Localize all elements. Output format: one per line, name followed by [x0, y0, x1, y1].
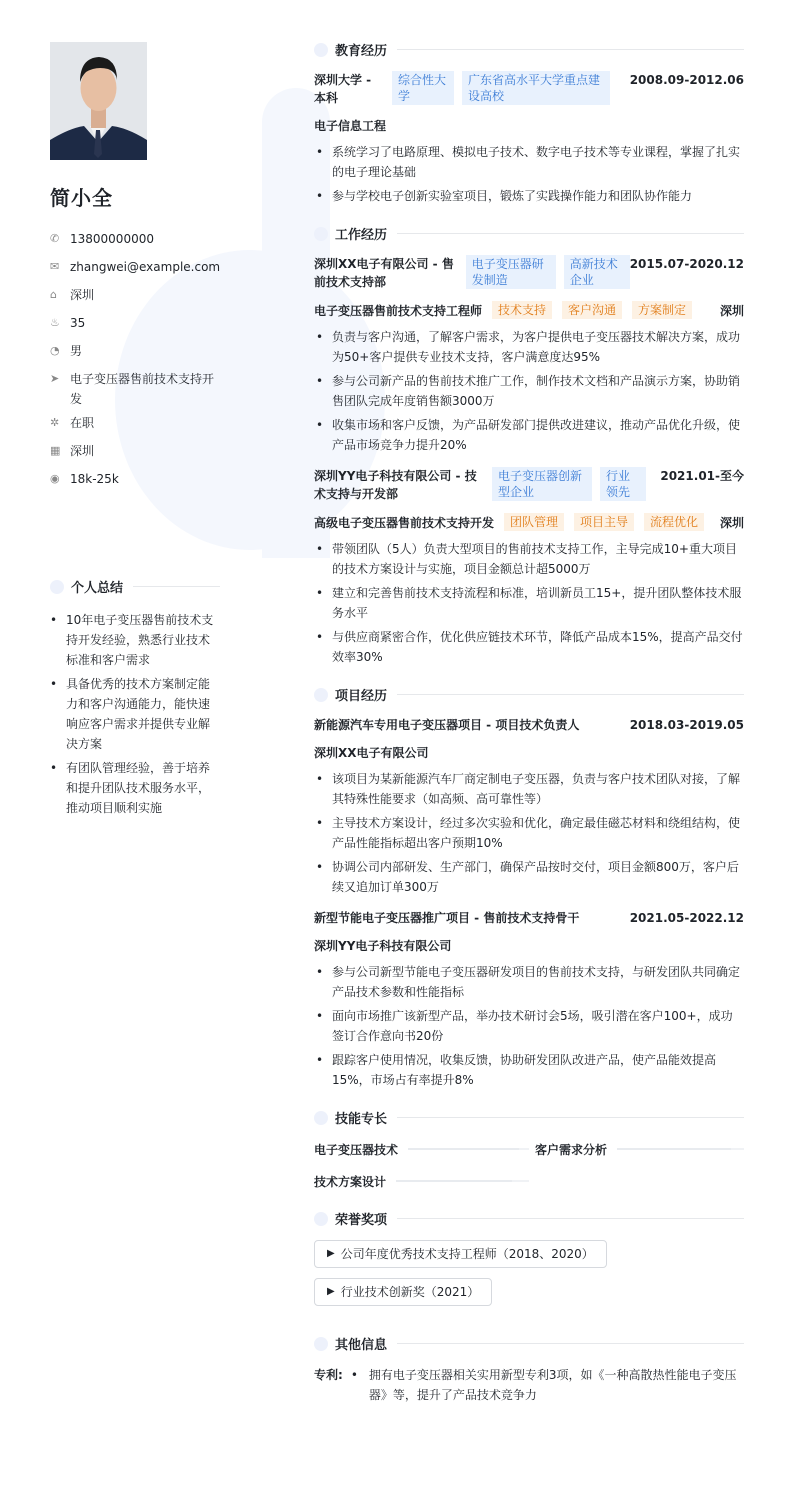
gender-icon: ◔ — [50, 344, 60, 357]
home-icon: ⌂ — [50, 288, 57, 301]
project-entry — [314, 909, 744, 1090]
skill-item — [314, 1139, 529, 1159]
skill-tag: 技术支持 — [492, 301, 552, 319]
work-section — [314, 224, 744, 667]
education-entry — [314, 71, 744, 206]
section-dot-icon — [314, 1111, 328, 1125]
divider — [397, 694, 744, 695]
bullet-item: • 主导技术方案设计，经过多次实验和优化，确定最佳磁芯材料和绕组结构，使产品性能指标超出客户预期10% — [314, 813, 744, 853]
skill-item — [314, 1171, 529, 1191]
education-heading — [314, 40, 744, 59]
triangle-right-icon: ▶ — [327, 1248, 335, 1259]
info-phone — [50, 225, 220, 253]
project-date: 2018.03-2019.05 — [629, 718, 744, 732]
patent-row — [314, 1365, 744, 1405]
award-label: 行业技术创新奖（2021） — [340, 1285, 480, 1299]
cake-icon: ♨ — [50, 316, 60, 329]
company-tag: 行业领先 — [600, 467, 646, 501]
info-salary-value: 18k-25k — [70, 472, 119, 486]
company-tag: 电子变压器创新型企业 — [492, 467, 592, 501]
section-dot-icon — [50, 580, 64, 594]
section-dot-icon — [314, 688, 328, 702]
company-tags — [466, 255, 630, 289]
company-name: 深圳XX电子有限公司 - 售前技术支持部 — [314, 257, 454, 289]
education-title: 教育经历 — [335, 44, 388, 59]
info-age — [50, 309, 220, 337]
skill-tag: 团队管理 — [504, 513, 564, 531]
triangle-right-icon: ▶ — [327, 1286, 335, 1297]
other-heading — [314, 1334, 744, 1353]
info-age-value: 35 — [70, 316, 86, 330]
company-tag: 电子变压器研发制造 — [466, 255, 556, 289]
award-label: 公司年度优秀技术支持工程师（2018、2020） — [340, 1247, 594, 1261]
company-name: 深圳YY电子科技有限公司 - 技术支持与开发部 — [314, 469, 477, 501]
job-position: 电子变压器售前技术支持工程师 — [314, 303, 483, 318]
job-city: 深圳 — [719, 303, 744, 318]
phone-icon: ✆ — [50, 232, 60, 245]
avatar — [50, 42, 147, 160]
patent-text: • 拥有电子变压器相关实用新型专利3项，如《一种高散热性能电子变压器》等，提升了产品技术竞争力 — [343, 1365, 744, 1405]
info-email — [50, 253, 220, 281]
salary-icon: ◉ — [50, 472, 60, 485]
info-gender-value: 男 — [70, 344, 83, 358]
awards-heading — [314, 1209, 744, 1228]
status-icon: ✲ — [50, 416, 60, 429]
contact-info-list — [50, 225, 220, 493]
award-item[interactable] — [314, 1240, 607, 1268]
info-salary — [50, 465, 220, 493]
project-entry — [314, 716, 744, 897]
bullet-item: • 建立和完善售前技术支持流程和标准，培训新员工15+，提升团队整体技术服务水平 — [314, 583, 744, 623]
avatar-portrait — [50, 42, 147, 160]
skill-item — [529, 1139, 744, 1159]
bullet-item: • 参与公司新型节能电子变压器研发项目的售前技术支持，与研发团队共同确定产品技术参数和性能指标 — [314, 962, 744, 1002]
education-section — [314, 40, 744, 206]
job-date: 2015.07-2020.12 — [629, 257, 744, 271]
section-dot-icon — [314, 1337, 328, 1351]
skills-grid — [314, 1139, 744, 1191]
info-status — [50, 409, 220, 437]
project-name: 新能源汽车专用电子变压器项目 - 项目技术负责人 — [314, 718, 580, 732]
divider — [397, 233, 744, 234]
bullet-item: • 收集市场和客户反馈，为产品研发部门提供改进建议，推动产品优化升级，使产品市场竞争力提升20% — [314, 415, 744, 455]
awards-section — [314, 1209, 744, 1316]
candidate-name: 简小全 — [50, 186, 113, 210]
patent-label: 专利: — [314, 1368, 343, 1382]
section-dot-icon — [314, 1212, 328, 1226]
company-tag: 高新技术企业 — [564, 255, 630, 289]
education-bullets — [314, 142, 744, 206]
job-bullets — [314, 327, 744, 455]
job-position: 高级电子变压器售前技术支持开发 — [314, 515, 495, 530]
bullet-item: • 协调公司内部研发、生产部门，确保产品按时交付，项目金额800万，客户后续又追加订单300万 — [314, 857, 744, 897]
award-item[interactable] — [314, 1278, 492, 1306]
job-bullets — [314, 539, 744, 667]
skill-tag: 项目主导 — [574, 513, 634, 531]
skill-bar — [408, 1148, 529, 1150]
work-title: 工作经历 — [335, 228, 388, 243]
skill-name: 客户需求分析 — [535, 1142, 608, 1157]
section-dot-icon — [314, 43, 328, 57]
work-heading — [314, 224, 744, 243]
summary-list — [50, 610, 220, 818]
other-section — [314, 1334, 744, 1405]
divider — [133, 586, 220, 587]
skill-bar-fill — [617, 1148, 731, 1150]
summary-item: • 有团队管理经验，善于培养和提升团队技术服务水平，推动项目顺利实施 — [50, 758, 220, 818]
bullet-item: • 该项目为某新能源汽车厂商定制电子变压器，负责与客户技术团队对接，了解其特殊性能要求（如高频、高可靠性等） — [314, 769, 744, 809]
summary-heading — [50, 577, 220, 596]
bullet-item: • 带领团队（5人）负责大型项目的售前技术支持工作，主导完成10+重大项目的技术方案设计与实施，项目金额总计超5000万 — [314, 539, 744, 579]
awards-title: 荣誉奖项 — [335, 1213, 388, 1228]
skill-name: 电子变压器技术 — [314, 1142, 399, 1157]
info-email-value: zhangwei@example.com — [70, 260, 221, 274]
info-target-city-value: 深圳 — [70, 444, 95, 458]
info-location — [50, 281, 220, 309]
summary-item: • 10年电子变压器售前技术支持开发经验，熟悉行业技术标准和客户需求 — [50, 610, 220, 670]
sidebar — [50, 42, 220, 822]
award-list — [314, 1240, 744, 1316]
school-name: 深圳大学 - 本科 — [314, 73, 372, 105]
bullet-item: • 与供应商紧密合作，优化供应链技术环节，降低产品成本15%，提高产品交付效率30% — [314, 627, 744, 667]
info-location-value: 深圳 — [70, 288, 95, 302]
main-content — [314, 40, 744, 1423]
company-tags — [492, 467, 660, 501]
skill-bar-fill — [396, 1180, 512, 1182]
divider — [397, 49, 744, 50]
education-date: 2008.09-2012.06 — [629, 73, 744, 87]
info-gender — [50, 337, 220, 365]
divider — [397, 1117, 744, 1118]
skill-bar-fill — [408, 1148, 519, 1150]
job-entry — [314, 467, 744, 667]
project-bullets — [314, 962, 744, 1090]
bullet-item: • 面向市场推广该新型产品，举办技术研讨会5场，吸引潜在客户100+，成功签订合作意向书20份 — [314, 1006, 744, 1046]
job-date: 2021.01-至今 — [660, 469, 744, 483]
bullet-item: • 参与学校电子创新实验室项目，锻炼了实践操作能力和团队协作能力 — [314, 186, 744, 206]
skills-section — [314, 1108, 744, 1191]
projects-heading — [314, 685, 744, 704]
summary-section — [50, 577, 220, 818]
bullet-item: • 负责与客户沟通，了解客户需求，为客户提供电子变压器技术解决方案，成功为50+客户提供专业技术支持，客户满意度达95% — [314, 327, 744, 367]
school-tag: 广东省高水平大学重点建设高校 — [462, 71, 610, 105]
info-status-value: 在职 — [70, 416, 95, 430]
skill-bar — [617, 1148, 744, 1150]
skill-bar — [396, 1180, 529, 1182]
job-entry — [314, 255, 744, 455]
bullet-item: • 跟踪客户使用情况，收集反馈，协助研发团队改进产品，使产品能效提高15%，市场占有率提升8% — [314, 1050, 744, 1090]
projects-title: 项目经历 — [335, 689, 388, 704]
info-target-position-value: 电子变压器售前技术支持开发 — [70, 372, 215, 406]
skill-tag: 流程优化 — [644, 513, 704, 531]
info-target-position — [50, 365, 220, 409]
project-bullets — [314, 769, 744, 897]
building-icon: ▦ — [50, 444, 61, 457]
projects-section — [314, 685, 744, 1090]
info-phone-value: 13800000000 — [70, 232, 154, 246]
skills-heading — [314, 1108, 744, 1127]
skill-name: 技术方案设计 — [314, 1174, 387, 1189]
summary-item: • 具备优秀的技术方案制定能力和客户沟通能力，能快速响应客户需求并提供专业解决方案 — [50, 674, 220, 754]
summary-title: 个人总结 — [71, 581, 124, 596]
skill-tag: 客户沟通 — [562, 301, 622, 319]
job-city: 深圳 — [719, 515, 744, 530]
divider — [397, 1343, 744, 1344]
bullet-item: • 系统学习了电路原理、模拟电子技术、数字电子技术等专业课程，掌握了扎实的电子理论基础 — [314, 142, 744, 182]
skill-tag: 方案制定 — [632, 301, 692, 319]
bullet-item: • 参与公司新产品的售前技术推广工作，制作技术文档和产品演示方案，协助销售团队完成年度销售额3000万 — [314, 371, 744, 411]
project-name: 新型节能电子变压器推广项目 - 售前技术支持骨干 — [314, 911, 580, 925]
school-tags — [392, 71, 630, 105]
major-name: 电子信息工程 — [314, 119, 387, 133]
other-title: 其他信息 — [335, 1338, 388, 1353]
mail-icon: ✉ — [50, 260, 60, 273]
send-icon: ➤ — [50, 372, 60, 385]
section-dot-icon — [314, 227, 328, 241]
divider — [397, 1218, 744, 1219]
skills-title: 技能专长 — [335, 1112, 388, 1127]
project-company: 深圳YY电子科技有限公司 — [314, 939, 452, 953]
project-company: 深圳XX电子有限公司 — [314, 746, 429, 760]
school-tag: 综合性大学 — [392, 71, 454, 105]
project-date: 2021.05-2022.12 — [629, 911, 744, 925]
info-target-city — [50, 437, 220, 465]
